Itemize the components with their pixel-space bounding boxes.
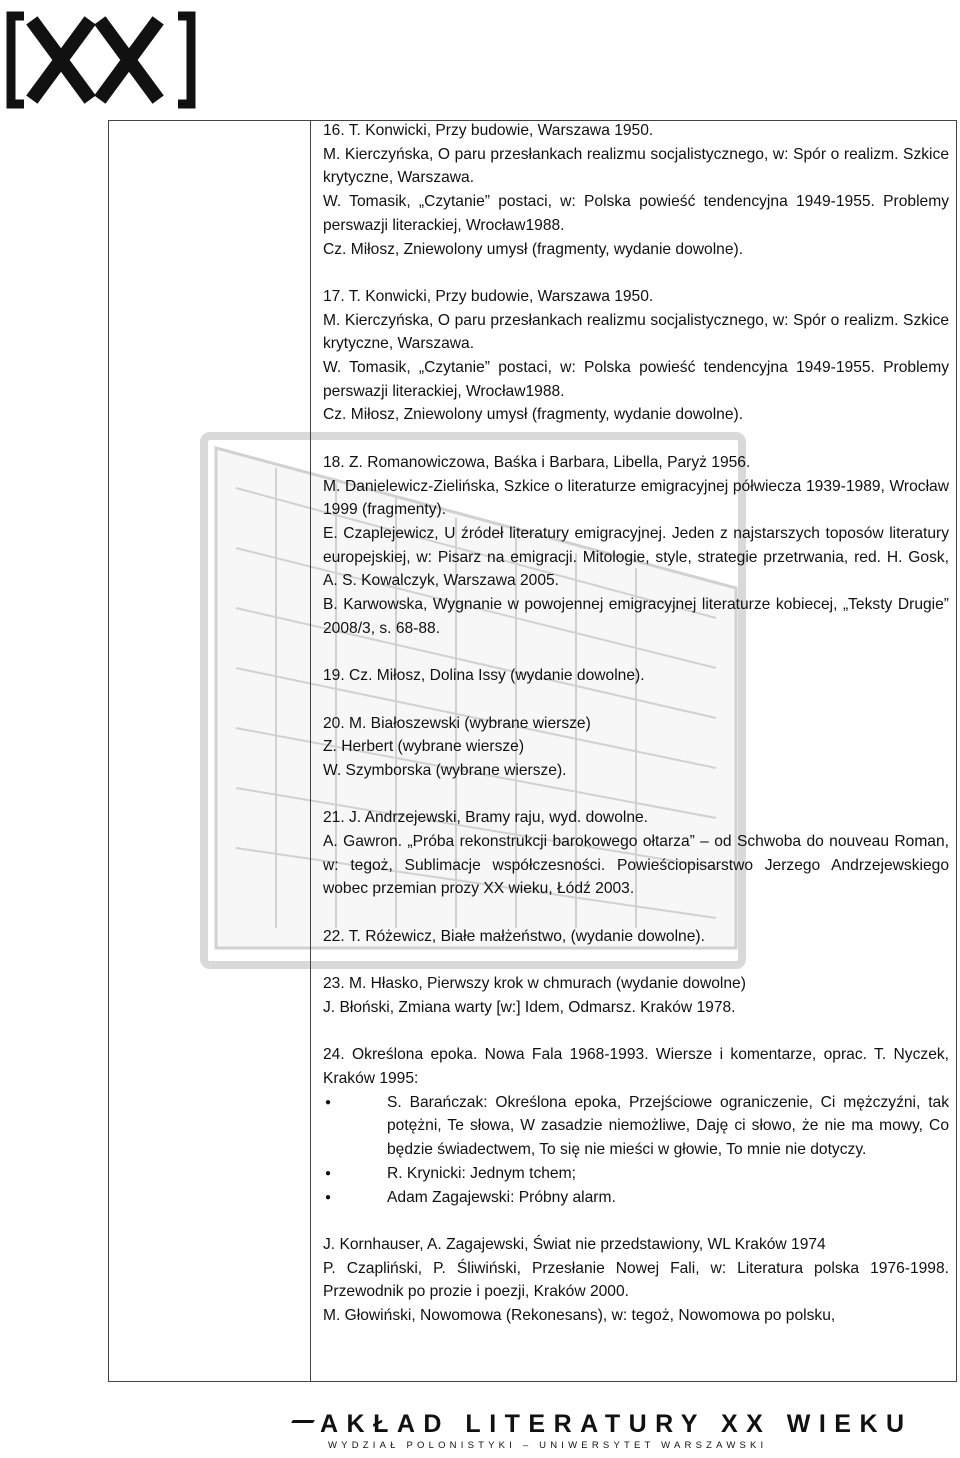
entry-line: Z. Herbert (wybrane wiersze) [323,738,525,756]
entry-16 [323,119,949,261]
entry-line: 23. M. Hłasko, Pierwszy krok w chmurach (wydanie dowolne) [323,975,746,993]
footer-title: AKŁAD LITERATURY XX WIEKU [320,1410,913,1438]
footer-z-stroke [291,1420,315,1423]
entry-line: W. Tomasik, „Czytanie” postaci, w: Polska powieść tendencyjna 1949-1955. Problemy perswazji literackiej, Wrocław1988. [323,193,949,234]
bullet-item: ● R. Krynicki: Jednym tchem; [323,1162,949,1186]
entry-24-intro: 24. Określona epoka. Nowa Fala 1968-1993. Wiersze i komentarze, oprac. T. Nyczek, Kraków 1995: [323,1046,949,1087]
entry-line: M. Kierczyńska, O paru przesłankach realizmu socjalistycznego, w: Spór o realizm. Szkice krytyczne, Warszawa. [323,145,949,187]
entry-line: 19. Cz. Miłosz, Dolina Issy (wydanie dowolne). [323,667,645,685]
entry-line: J. Błoński, Zmiana warty [w:] Idem, Odmarsz. Kraków 1978. [323,998,736,1016]
entry-line: Cz. Miłosz, Zniewolony umysł (fragmenty, wydanie dowolne). [323,406,744,424]
xx-logo [6,10,196,110]
entry-19 [323,664,949,688]
bullet-item: ● Adam Zagajewski: Próbny alarm. [323,1186,949,1210]
entry-line: M. Kierczyńska, O paru przesłankach realizmu socjalistycznego, w: Spór o realizm. Szkice krytyczne, Warszawa. [323,311,949,353]
entry-line: W. Tomasik, „Czytanie” postaci, w: Polska powieść tendencyjna 1949-1955. Problemy perswazji literackiej, Wrocław1988. [323,359,949,400]
entry-line: M. Danielewicz-Zielińska, Szkice o literaturze emigracyjnej półwiecza 1939-1989, Wrocław 1999 (fragmenty). [323,477,949,519]
entry-line: 17. T. Konwicki, Przy budowie, Warszawa 1950. [323,287,654,305]
entry-24 [323,1043,949,1327]
entry-line: 20. M. Białoszewski (wybrane wiersze) [323,714,591,732]
entry-line: E. Czaplejewicz, U źródeł literatury emigracyjnej. Jeden z najstarszych toposów literatury europejskiej, w: Pisarz na emigracji. Mitologie, style, strategie przetrwania, red. H. Gosk, A. S. Kowalczyk, Warszawa 2005. [323,524,949,590]
reading-list [323,119,949,1328]
table-column-divider [310,120,311,1382]
entry-line: 22. T. Różewicz, Białe małżeństwo, (wydanie dowolne). [323,927,705,945]
entry-line: 21. J. Andrzejewski, Bramy raju, wyd. dowolne. [323,809,649,827]
entry-line: Cz. Miłosz, Zniewolony umysł (fragmenty, wydanie dowolne). [323,240,744,258]
entry-line: P. Czapliński, P. Śliwiński, Przesłanie Nowej Fali, w: Literatura polska 1976-1998. Przewodnik po prozie i poezji, Kraków 2000. [323,1259,949,1301]
entry-line: M. Głowiński, Nowomowa (Rekonesans), w: tegoż, Nowomowa po polsku, [323,1307,836,1325]
entry-line: A. Gawron. „Próba rekonstrukcji barokowego ołtarza” – od Schwoba do nouveau Roman, w: tegoż, Sublimacje współczesności. Powieściopisarstwo Jerzego Andrzejewskiego wobec przemian prozy XX wieku, Łódź 2003. [323,833,949,898]
entry-20 [323,712,949,783]
entry-line: B. Karwowska, Wygnanie w powojennej emigracyjnej literaturze kobiecej, „Teksty Drugie” 2008/3, s. 68-88. [323,596,949,637]
footer-subtitle: WYDZIAŁ POLONISTYKI – UNIWERSYTET WARSZAWSKI [328,1440,768,1451]
entry-21 [323,806,949,901]
bullet-item: ● S. Barańczak: Określona epoka, Przejściowe ograniczenie, Ci mężczyźni, tak potężni, Te słowa, W zasadzie niemożliwe, Daję ci słowo, że nie ma mowy, Co będzie świadectwem, To się nie mieści w głowie, To mnie nie dotyczy. [323,1091,949,1162]
entry-line: 18. Z. Romanowiczowa, Baśka i Barbara, Libella, Paryż 1956. [323,453,751,471]
footer-department-logo [292,1410,913,1454]
entry-line: J. Kornhauser, A. Zagajewski, Świat nie przedstawiony, WL Kraków 1974 [323,1235,826,1253]
entry-23 [323,972,949,1019]
entry-18 [323,451,949,641]
entry-line: W. Szymborska (wybrane wiersze). [323,761,567,779]
entry-17 [323,285,949,427]
entry-22 [323,925,949,949]
entry-line: 16. T. Konwicki, Przy budowie, Warszawa 1950. [323,122,654,139]
